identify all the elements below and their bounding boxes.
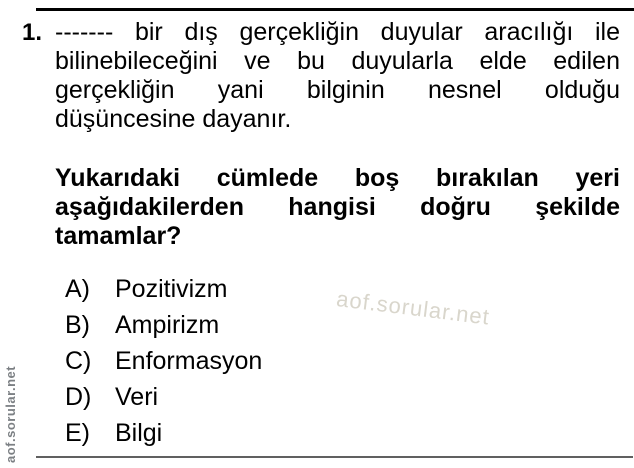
option-a[interactable] bbox=[65, 274, 262, 310]
question-number: 1. bbox=[22, 19, 43, 46]
option-c-text: Enformasyon bbox=[115, 347, 263, 375]
prompt-line: tamamlar? bbox=[55, 222, 182, 250]
option-d[interactable] bbox=[65, 382, 262, 418]
option-e[interactable] bbox=[65, 418, 262, 454]
watermark-center: aof.sorular.net bbox=[334, 286, 492, 330]
watermark-left-vertical: aof.sorular.net bbox=[3, 365, 18, 463]
option-c-letter: C) bbox=[65, 347, 92, 375]
option-b-letter: B) bbox=[65, 311, 90, 339]
option-e-letter: E) bbox=[65, 419, 90, 447]
question-line: bilinebileceğini ve bu duyularla elde edilen bbox=[55, 47, 620, 75]
top-border-line bbox=[36, 8, 634, 11]
prompt-line: aşağıdakilerden hangisi doğru şekilde bbox=[55, 193, 620, 221]
options-list bbox=[65, 274, 262, 454]
option-a-letter: A) bbox=[65, 275, 90, 303]
option-a-text: Pozitivizm bbox=[115, 275, 228, 303]
option-d-letter: D) bbox=[65, 383, 92, 411]
option-b[interactable] bbox=[65, 310, 262, 346]
bottom-border-line bbox=[36, 456, 633, 458]
option-d-text: Veri bbox=[115, 383, 159, 411]
question-line: gerçekliğin yani bilginin nesnel olduğu bbox=[55, 76, 620, 104]
question-line: düşüncesine dayanır. bbox=[55, 105, 292, 133]
option-e-text: Bilgi bbox=[115, 419, 163, 447]
prompt-line: Yukarıdaki cümlede boş bırakılan yeri bbox=[55, 164, 620, 192]
question-text bbox=[55, 18, 620, 134]
question-line: ------- bir dış gerçekliğin duyular aracılığı ile bbox=[55, 18, 620, 46]
option-c[interactable] bbox=[65, 346, 262, 382]
question-prompt bbox=[55, 164, 620, 251]
option-b-text: Ampirizm bbox=[115, 311, 220, 339]
question-block bbox=[22, 18, 620, 134]
